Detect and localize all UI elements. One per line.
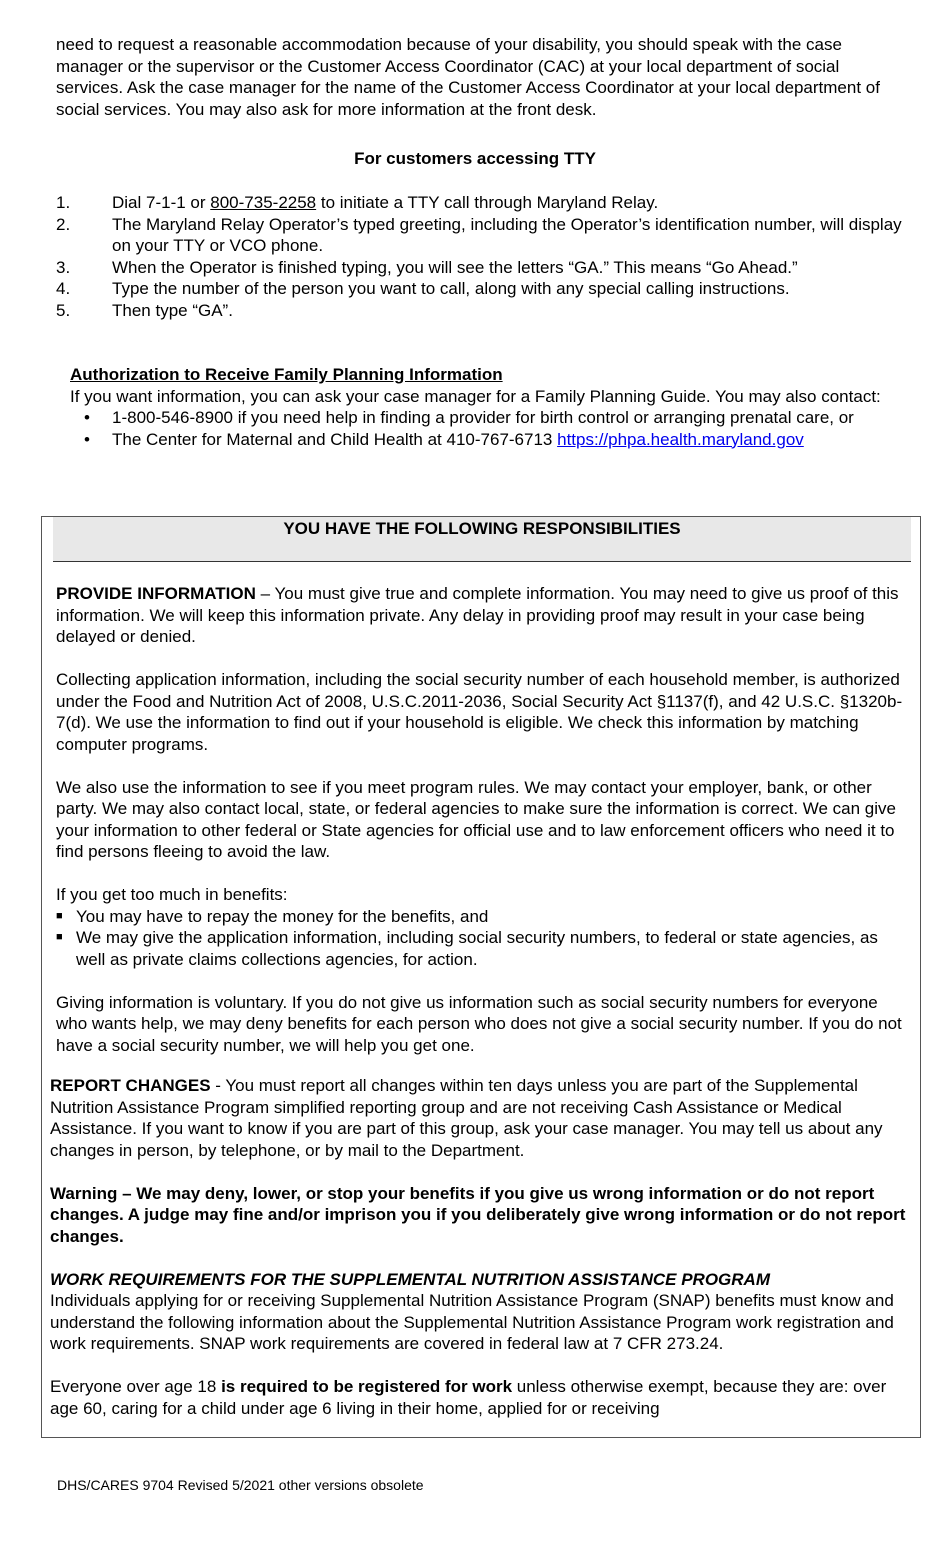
provide-information-paragraph: PROVIDE INFORMATION – You must give true and complete information. You may need to give us proof of this information. We will keep this information private. Any delay in providing proof may result in your case being delayed or denied. — [56, 584, 899, 646]
tty-step-number: 3. — [56, 257, 71, 277]
tty-step-number: 4. — [56, 279, 71, 298]
form-footer: DHS/CARES 9704 Revised 5/2021 other versions obsolete — [57, 1477, 424, 1493]
work-requirements-title: WORK REQUIREMENTS FOR THE SUPPLEMENTAL NUTRITION ASSISTANCE PROGRAM — [50, 1269, 770, 1289]
bullet-icon: • — [84, 429, 90, 449]
work-requirements-paragraph: Individuals applying for or receiving Supplemental Nutrition Assistance Program (SNAP) benefits must know and understand the following information about the Supplemental Nutrition Assistance Program work registration and work requirements. SNAP work requirements are covered in federal law at 7 CFR 273.24. — [50, 1291, 894, 1353]
tty-step-text: Then type “GA”. — [112, 300, 233, 320]
tty-step — [56, 192, 916, 214]
health-maryland-link[interactable]: https://phpa.health.maryland.gov — [557, 429, 804, 449]
report-changes-block — [50, 1075, 912, 1441]
list-item — [70, 429, 920, 451]
tty-step-number: 2. — [56, 214, 71, 234]
contact-text: 1-800-546-8900 if you need help in finding a provider for birth control or arranging prenatal care, or — [112, 408, 854, 427]
too-much-list — [56, 906, 906, 971]
everyone-paragraph: Everyone over age 18 is required to be registered for work unless otherwise exempt, because they are: over age 60, caring for a child under age 6 living in their home, applied for or receiving — [50, 1377, 887, 1418]
contact-text: The Center for Maternal and Child Health at 410-767-6713 https://phpa.health.maryland.gov — [112, 429, 804, 449]
provide-information-label: PROVIDE INFORMATION — [56, 584, 256, 603]
list-item: ■ You may have to repay the money for the benefits, and — [56, 906, 489, 926]
tty-step — [56, 214, 916, 257]
provide-information-block — [56, 583, 906, 1078]
responsibilities-header: YOU HAVE THE FOLLOWING RESPONSIBILITIES — [53, 517, 911, 562]
warning-paragraph: Warning – We may deny, lower, or stop your benefits if you give us wrong information or do not report changes. A judge may fine and/or imprison you if you deliberately give wrong information or do not report changes. — [50, 1183, 906, 1246]
tty-step — [56, 278, 916, 300]
intro-paragraph: need to request a reasonable accommodation because of your disability, you should speak with the case manager or the supervisor or the Customer Access Coordinator (CAC) at your local department of social services. Ask the case manager for the name of the Customer Access Coordinator at your local department of social services. You may also ask for more information at the front desk. — [56, 35, 880, 119]
tty-step-text: The Maryland Relay Operator’s typed greeting, including the Operator’s identification number, will display on your TTY or VCO phone. — [112, 214, 902, 255]
family-planning-contacts — [70, 407, 920, 450]
bullet-icon: • — [84, 408, 90, 427]
square-bullet-icon: ■ — [56, 909, 63, 922]
tty-step-text: Type the number of the person you want to call, along with any special calling instructions. — [112, 279, 790, 298]
tty-step — [56, 300, 916, 322]
list-item — [70, 407, 920, 429]
tty-step-text: Dial 7-1-1 or 800-735-2258 to initiate a TTY call through Maryland Relay. — [112, 193, 659, 212]
also-use-paragraph: We also use the information to see if you meet program rules. We may contact your employer, bank, or other party. We may also contact local, state, or federal agencies to make sure the information is correct. We can give your information to other federal or State agencies for official use and to law enforcement officers who need it to find persons fleeing to avoid the law. — [56, 777, 896, 861]
tty-steps-list — [56, 192, 916, 321]
report-changes-paragraph: REPORT CHANGES - You must report all changes within ten days unless you are part of the Supplemental Nutrition Assistance Program simplified reporting group and are not receiving Cash Assistance or Medical Assistance. If you want to know if you are part of this group, ask your case manager. You may tell us about any changes in person, by telephone, or by mail to the Department. — [50, 1076, 883, 1160]
voluntary-paragraph: Giving information is voluntary. If you do not give us information such as social security numbers for everyone who wants help, we may deny benefits for each person who does not give a social security number. If you do not have a social security number, we will help you get one. — [56, 992, 902, 1055]
tty-section-title: For customers accessing TTY — [354, 149, 596, 168]
tty-step — [56, 257, 916, 279]
square-bullet-icon: ■ — [56, 931, 63, 943]
too-much-intro: If you get too much in benefits: — [56, 885, 288, 904]
family-planning-title: Authorization to Receive Family Planning Information — [70, 365, 503, 384]
tty-step-number: 1. — [56, 193, 71, 212]
family-planning-section — [70, 364, 920, 450]
tty-step-number: 5. — [56, 300, 71, 320]
tty-step-text: When the Operator is finished typing, you will see the letters “GA.” This means “Go Ahead.” — [112, 257, 798, 277]
report-changes-label: REPORT CHANGES — [50, 1076, 211, 1095]
list-item: ■ We may give the application information, including social security numbers, to federal or state agencies, as well as private claims collections agencies, for action. — [56, 928, 878, 969]
family-planning-text: If you want information, you can ask your case manager for a Family Planning Guide. You may also contact: — [70, 386, 881, 406]
collecting-paragraph: Collecting application information, including the social security number of each household member, is authorized under the Food and Nutrition Act of 2008, U.S.C.2011-2036, Social Security Act §1137(f), and 42 U.S.C. §1320b-7(d). We use the information to find out if your household is eligible. We check this information by matching computer programs. — [56, 670, 903, 754]
relay-phone-number: 800-735-2258 — [210, 193, 317, 212]
